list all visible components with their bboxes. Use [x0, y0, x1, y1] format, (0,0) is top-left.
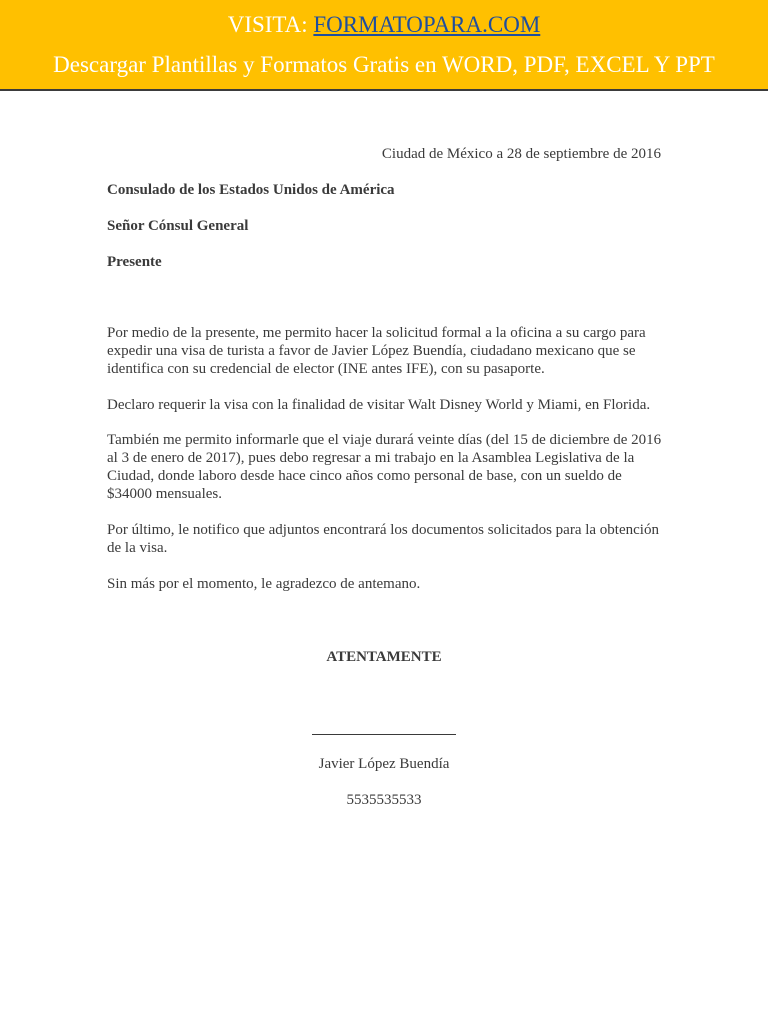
letter-paragraph-3: También me permito informarle que el viaje durará veinte días (del 15 de diciembre de 2016 al 3 de enero de 2017), pues debo regresar a mi trabajo en la Asamblea Legislativa de la Ciudad, donde laboro desde hace cinco años como personal de base, con un sueldo de $34000 mensuales. — [107, 432, 662, 502]
signature-line — [312, 734, 456, 735]
letter-paragraph-2: Declaro requerir la visa con la finalidad de visitar Walt Disney World y Miami, en Florida. — [107, 397, 651, 413]
letter-paragraph-4: Por último, le notifico que adjuntos encontrará los documentos solicitados para la obtención de la visa. — [107, 522, 659, 556]
signer-name: Javier López Buendía — [318, 756, 450, 772]
letter-presente: Presente — [107, 254, 162, 270]
banner-subtitle: Descargar Plantillas y Formatos Gratis en WORD, PDF, EXCEL Y PPT — [53, 52, 715, 77]
letter-paragraph-1: Por medio de la presente, me permito hacer la solicitud formal a la oficina a su cargo para expedir una visa de turista a favor de Javier López Buendía, ciudadano mexicano que se identifica con su credencial de elector (INE antes IFE), con su pasaporte. — [107, 325, 646, 377]
letter-paragraph-5: Sin más por el momento, le agradezco de antemano. — [107, 576, 421, 592]
banner-visit-prefix: VISITA: — [227, 12, 314, 37]
letter-date: Ciudad de México a 28 de septiembre de 2016 — [381, 146, 661, 162]
banner-site-link[interactable]: FORMATOPARA.COM — [313, 12, 541, 37]
signer-phone: 5535535533 — [346, 792, 422, 808]
letter-recipient: Consulado de los Estados Unidos de América — [107, 182, 395, 198]
letter-salutation-title: Señor Cónsul General — [107, 218, 249, 234]
letter-closing: ATENTAMENTE — [326, 649, 442, 665]
